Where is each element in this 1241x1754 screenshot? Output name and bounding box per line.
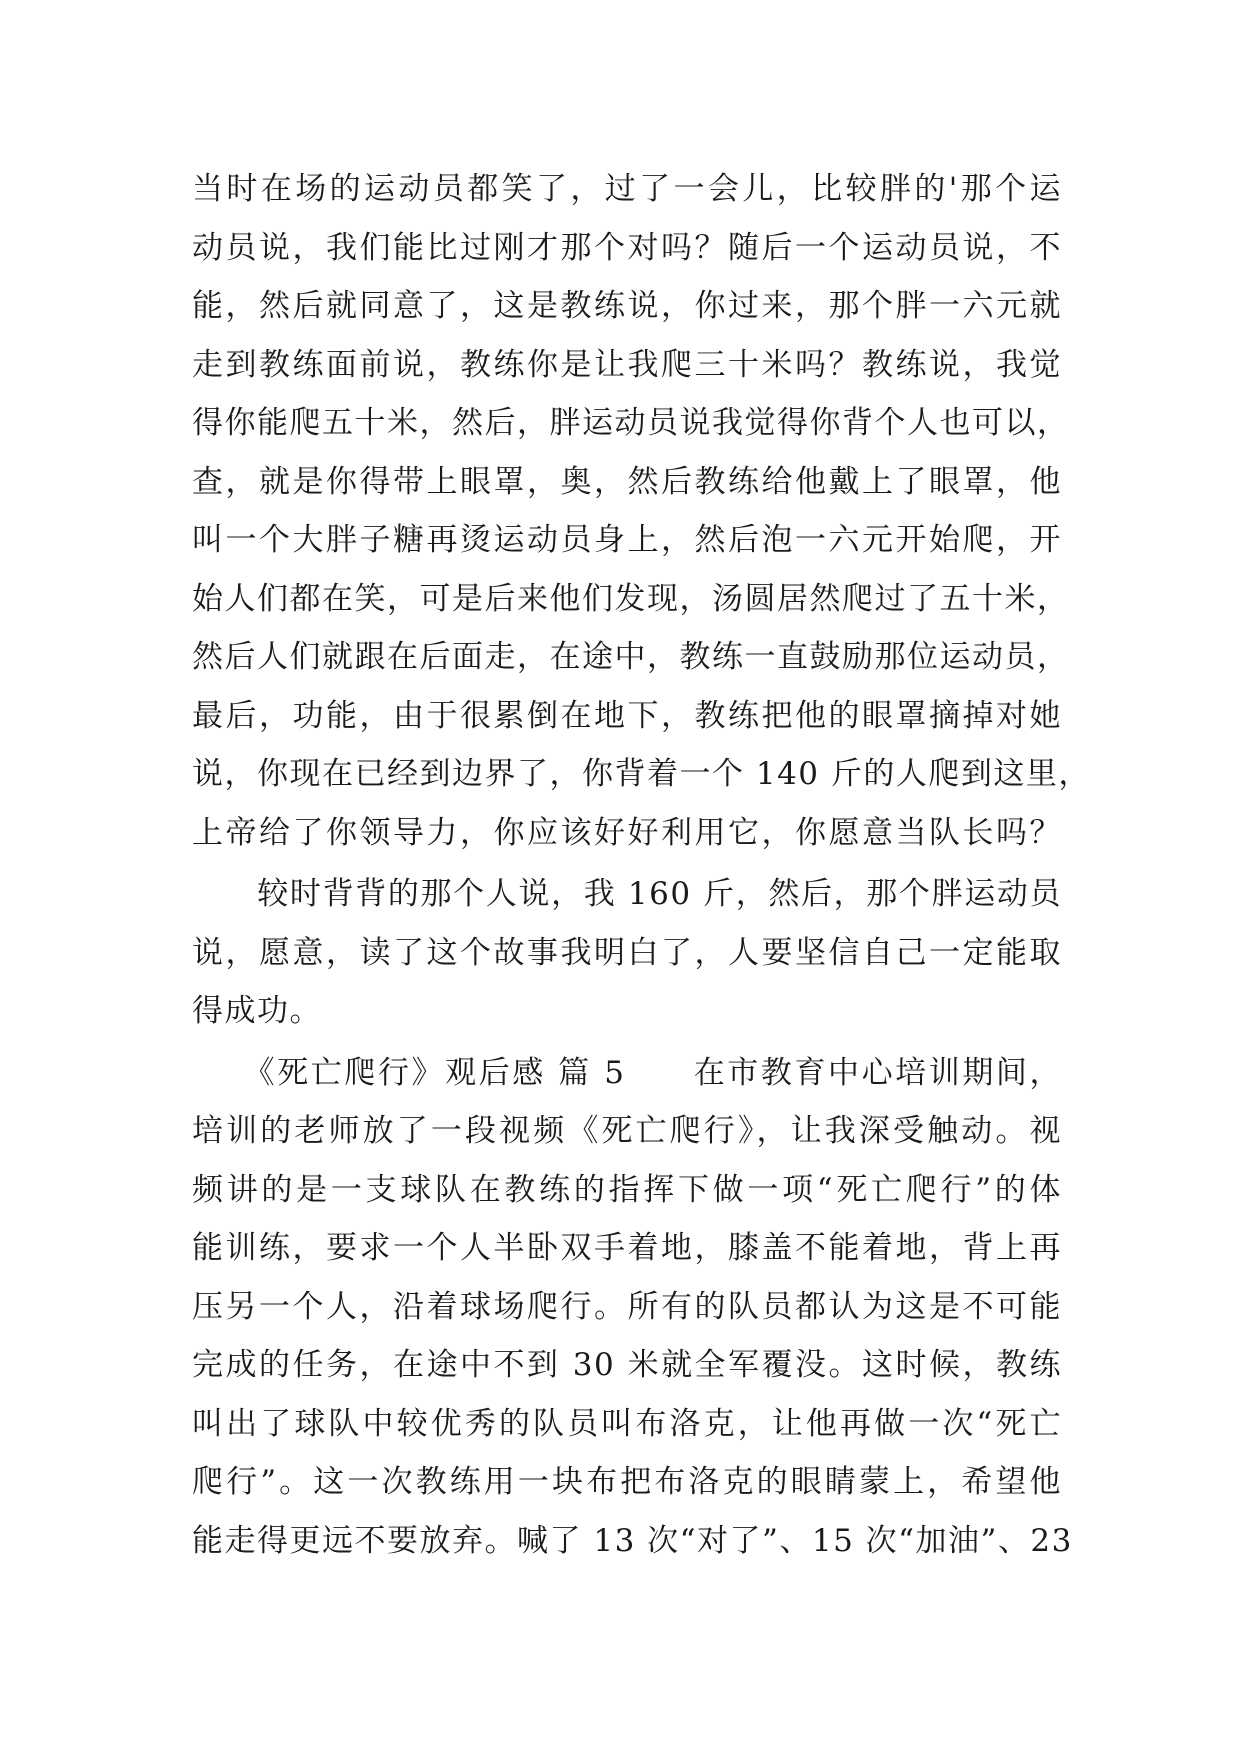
text-line: 完成的任务，在途中不到 30 米就全军覆没。这时候，教练 (192, 1347, 1062, 1383)
section-heading-line: 《死亡爬行》观后感 篇 5 在市教育中心培训期间， (192, 1054, 1062, 1091)
text-line: 上帝给了你领导力，你应该好好利用它，你愿意当队长吗？ (192, 814, 1062, 851)
text-line: 最后，功能，由于很累倒在地下，教练把他的眼罩摘掉对她 (192, 697, 1062, 734)
text-line: 查，就是你得带上眼罩，奥，然后教练给他戴上了眼罩，他 (192, 463, 1062, 500)
text-line: 当时在场的运动员都笑了，过了一会儿，比较胖的'那个运 (192, 171, 1062, 207)
text-line: 始人们都在笑，可是后来他们发现，汤圆居然爬过了五十米， (192, 580, 1070, 617)
text-line: 压另一个人，沿着球场爬行。所有的队员都认为这是不可能 (192, 1288, 1062, 1325)
text-line: 说，你现在已经到边界了，你背着一个 140 斤的人爬到这里， (192, 756, 1091, 792)
text-line: 叫一个大胖子糖再烫运动员身上，然后泡一六元开始爬，开 (192, 522, 1062, 558)
text-line: 爬行”。这一次教练用一块布把布洛克的眼睛蒙上，希望他 (192, 1464, 1062, 1500)
text-line: 叫出了球队中较优秀的队员叫布洛克，让他再做一次“死亡 (192, 1405, 1062, 1442)
text-line: 然后人们就跟在后面走，在途中，教练一直鼓励那位运动员， (192, 639, 1070, 675)
text-line: 说，愿意，读了这个故事我明白了，人要坚信自己一定能取 (192, 934, 1062, 971)
text-line: 能训练，要求一个人半卧双手着地，膝盖不能着地，背上再 (192, 1230, 1062, 1266)
text-line: 较时背背的那个人说，我 160 斤，然后，那个胖运动员 (192, 876, 1062, 912)
text-line: 得成功。 (192, 993, 322, 1029)
text-line: 得你能爬五十米，然后，胖运动员说我觉得你背个人也可以， (192, 405, 1070, 441)
text-line: 培训的老师放了一段视频《死亡爬行》，让我深受触动。视 (192, 1113, 1062, 1149)
text-line: 动员说，我们能比过刚才那个对吗？随后一个运动员说，不 (192, 229, 1062, 266)
text-line: 走到教练面前说，教练你是让我爬三十米吗？教练说，我觉 (192, 346, 1062, 383)
text-line: 能，然后就同意了，这是教练说，你过来，那个胖一六元就 (192, 288, 1062, 324)
text-line: 频讲的是一支球队在教练的指挥下做一项“死亡爬行”的体 (192, 1171, 1062, 1208)
text-line: 能走得更远不要放弃。喊了 13 次“对了”、15 次“加油”、23 (192, 1522, 1073, 1559)
body-text (192, 160, 1091, 1570)
